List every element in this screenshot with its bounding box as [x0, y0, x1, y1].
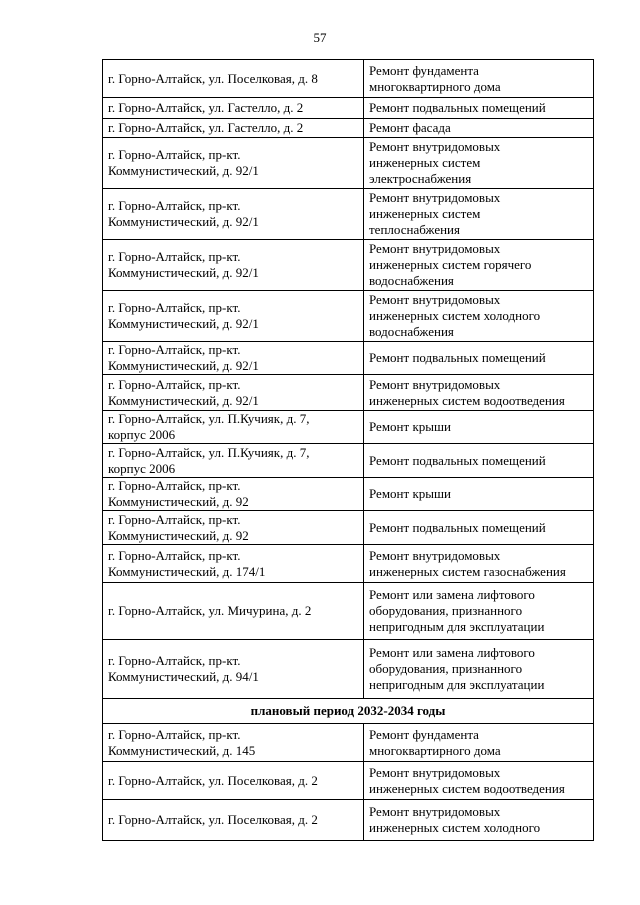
address-cell — [103, 138, 364, 189]
address-cell — [103, 583, 364, 640]
work-type-text: Ремонт подвальных помещений — [369, 452, 546, 468]
work-type-text: Ремонт крыши — [369, 486, 451, 501]
work-type-text: Ремонт крыши — [369, 419, 451, 434]
work-type-cell — [364, 119, 594, 138]
address-text: г. Горно-Алтайск, ул. Гастелло, д. 2 — [108, 100, 304, 115]
work-type-text: Ремонт внутридомовых инженерных систем холодного — [369, 804, 541, 835]
table-row — [103, 119, 594, 138]
table-row — [103, 60, 594, 98]
address-cell — [103, 342, 364, 375]
address-text: г. Горно-Алтайск, ул. Поселковая, д. 2 — [108, 772, 318, 788]
table-row — [103, 291, 594, 342]
address-text: г. Горно-Алтайск, ул. Поселковая, д. 8 — [108, 70, 318, 86]
address-cell — [103, 240, 364, 291]
work-type-text: Ремонт внутридомовых инженерных систем теплоснабжения — [369, 190, 501, 237]
work-type-cell — [364, 545, 594, 583]
work-type-text: Ремонт подвальных помещений — [369, 350, 546, 365]
address-cell — [103, 724, 364, 762]
work-type-cell — [364, 640, 594, 699]
address-text: г. Горно-Алтайск, пр-кт. Коммунистический, д. 92/1 — [108, 147, 259, 178]
work-type-text: Ремонт или замена лифтового оборудования, признанного непригодным для эксплуатации — [369, 645, 545, 692]
table-row — [103, 375, 594, 411]
table-row — [103, 478, 594, 511]
address-text: г. Горно-Алтайск, пр-кт. Коммунистический, д. 145 — [108, 726, 256, 758]
table-row — [103, 724, 594, 762]
work-type-cell — [364, 478, 594, 511]
table-row — [103, 138, 594, 189]
work-type-text: Ремонт внутридомовых инженерных систем водоотведения — [369, 764, 565, 796]
table-row — [103, 342, 594, 375]
work-type-text: Ремонт внутридомовых инженерных систем холодного водоснабжения — [369, 292, 541, 339]
period-header: плановый период 2032-2034 годы — [103, 699, 594, 724]
address-text: г. Горно-Алтайск, пр-кт. Коммунистический, д. 92/1 — [108, 198, 259, 229]
table-row — [103, 511, 594, 545]
address-cell — [103, 640, 364, 699]
work-type-text: Ремонт внутридомовых инженерных систем водоотведения — [369, 376, 565, 408]
table-row — [103, 189, 594, 240]
work-type-text: Ремонт подвальных помещений — [369, 519, 546, 535]
work-type-cell — [364, 189, 594, 240]
work-type-cell — [364, 411, 594, 444]
work-type-cell — [364, 444, 594, 478]
repair-schedule-table — [102, 59, 594, 841]
address-text: г. Горно-Алтайск, пр-кт. Коммунистический, д. 92 — [108, 511, 249, 543]
address-text: г. Горно-Алтайск, ул. П.Кучияк, д. 7, корпус 2006 — [108, 411, 310, 442]
address-cell — [103, 291, 364, 342]
table-row — [103, 98, 594, 119]
work-type-cell — [364, 342, 594, 375]
address-cell — [103, 800, 364, 841]
address-cell — [103, 411, 364, 444]
address-text: г. Горно-Алтайск, пр-кт. Коммунистический, д. 92/1 — [108, 376, 259, 408]
work-type-text: Ремонт фундамента многоквартирного дома — [369, 62, 501, 94]
work-type-cell — [364, 240, 594, 291]
work-type-text: Ремонт внутридомовых инженерных систем горячего водоснабжения — [369, 241, 532, 288]
table-row — [103, 545, 594, 583]
table-row — [103, 583, 594, 640]
work-type-cell — [364, 375, 594, 411]
address-text: г. Горно-Алтайск, ул. Мичурина, д. 2 — [108, 603, 312, 618]
address-cell — [103, 60, 364, 98]
table-row — [103, 444, 594, 478]
work-type-text: Ремонт подвальных помещений — [369, 100, 546, 115]
address-cell — [103, 98, 364, 119]
table-row — [103, 411, 594, 444]
work-type-cell — [364, 724, 594, 762]
work-type-text: Ремонт внутридомовых инженерных систем газоснабжения — [369, 547, 566, 579]
address-text: г. Горно-Алтайск, пр-кт. Коммунистический, д. 92/1 — [108, 342, 259, 373]
page-number: 57 — [313, 30, 327, 45]
work-type-cell — [364, 583, 594, 640]
period-header-row — [103, 699, 594, 724]
address-cell — [103, 762, 364, 800]
work-type-cell — [364, 511, 594, 545]
work-type-cell — [364, 98, 594, 119]
table-row — [103, 800, 594, 841]
address-text: г. Горно-Алтайск, пр-кт. Коммунистический, д. 92 — [108, 478, 249, 509]
work-type-text: Ремонт или замена лифтового оборудования, признанного непригодным для эксплуатации — [369, 587, 545, 634]
address-text: г. Горно-Алтайск, пр-кт. Коммунистический, д. 92/1 — [108, 300, 259, 331]
address-text: г. Горно-Алтайск, ул. Поселковая, д. 2 — [108, 812, 318, 827]
work-type-text: Ремонт внутридомовых инженерных систем электроснабжения — [369, 139, 501, 186]
address-text: г. Горно-Алтайск, пр-кт. Коммунистический, д. 92/1 — [108, 249, 259, 280]
address-cell — [103, 478, 364, 511]
work-type-text: Ремонт фундамента многоквартирного дома — [369, 726, 501, 758]
address-cell — [103, 511, 364, 545]
address-cell — [103, 375, 364, 411]
address-text: г. Горно-Алтайск, ул. П.Кучияк, д. 7, корпус 2006 — [108, 444, 310, 476]
work-type-cell — [364, 60, 594, 98]
table-body — [103, 60, 594, 841]
work-type-cell — [364, 800, 594, 841]
work-type-cell — [364, 291, 594, 342]
work-type-text: Ремонт фасада — [369, 120, 451, 135]
table-row — [103, 240, 594, 291]
address-cell — [103, 545, 364, 583]
work-type-cell — [364, 762, 594, 800]
table-row — [103, 762, 594, 800]
address-cell — [103, 189, 364, 240]
address-cell — [103, 444, 364, 478]
address-text: г. Горно-Алтайск, пр-кт. Коммунистический, д. 174/1 — [108, 547, 266, 579]
table-row — [103, 640, 594, 699]
address-cell — [103, 119, 364, 138]
address-text: г. Горно-Алтайск, пр-кт. Коммунистический, д. 94/1 — [108, 653, 259, 684]
address-text: г. Горно-Алтайск, ул. Гастелло, д. 2 — [108, 120, 304, 135]
work-type-cell — [364, 138, 594, 189]
